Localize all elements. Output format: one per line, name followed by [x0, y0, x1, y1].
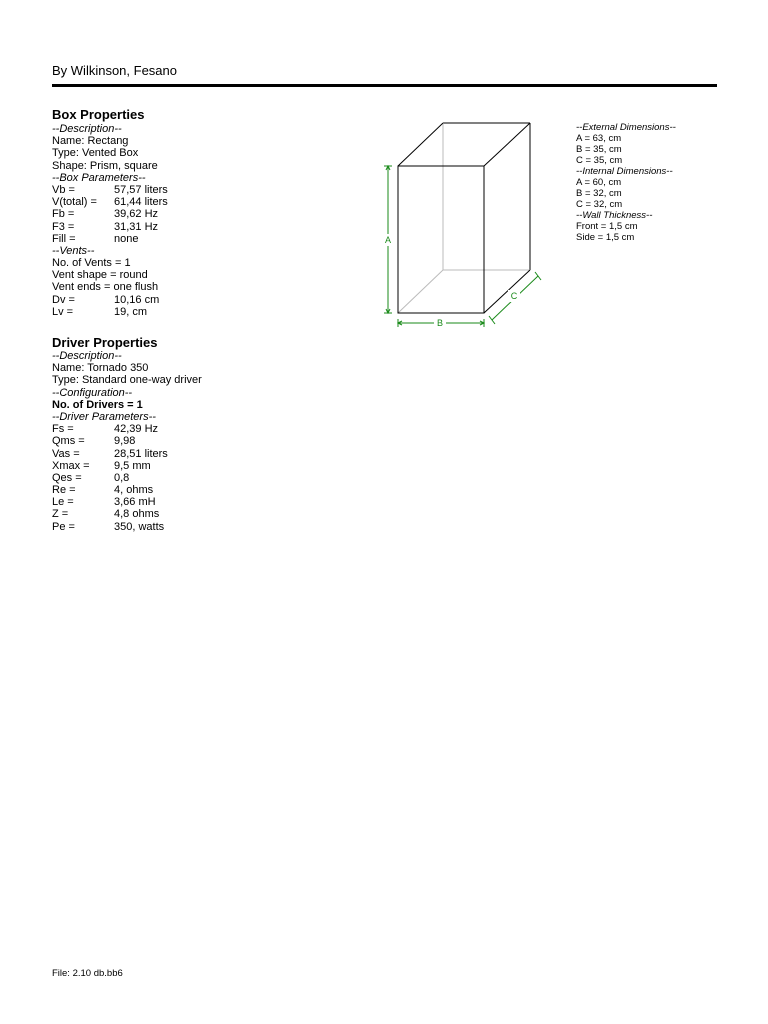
driver-properties-block: [52, 350, 202, 533]
box-shape: Shape: Prism, square: [52, 159, 158, 172]
driver-param-row: [52, 423, 202, 435]
dimension-b-label: B: [436, 318, 444, 328]
box-param-row: [52, 221, 168, 233]
box-edge-depth-bottom-right: [484, 270, 530, 313]
dimension-a-label: A: [384, 235, 392, 245]
dimensions-block: [576, 122, 676, 243]
param-value: 61,44 liters: [114, 196, 168, 209]
vents-line: No. of Vents = 1: [52, 257, 131, 270]
author-line: By Wilkinson, Fesano: [52, 63, 177, 78]
param-label: Re =: [52, 484, 76, 497]
box-param-row: [52, 233, 168, 245]
internal-dimension: A = 60, cm: [576, 177, 622, 188]
box-edge-depth-top-right: [484, 123, 530, 166]
param-value: 4, ohms: [114, 484, 154, 497]
param-label: Le =: [52, 496, 74, 509]
internal-dimension: B = 32, cm: [576, 188, 622, 199]
box-edge-depth-top-left: [398, 123, 443, 166]
driver-description-heading: --Description--: [52, 350, 122, 362]
param-label: Fill =: [52, 232, 76, 245]
box-type: Type: Vented Box: [52, 147, 139, 160]
param-value: none: [114, 232, 139, 245]
param-label: Qes =: [52, 471, 82, 484]
internal-dimension: C = 32, cm: [576, 199, 623, 210]
wall-thickness: Side = 1,5 cm: [576, 232, 635, 243]
param-label: Vb =: [52, 183, 75, 196]
driver-param-row: [52, 460, 202, 472]
dimension-c-label: C: [510, 291, 518, 301]
param-label: Xmax =: [52, 459, 90, 472]
driver-properties-title: Driver Properties: [52, 335, 158, 350]
box-edge-hidden-depth: [398, 270, 443, 313]
param-value: 350, watts: [114, 520, 165, 533]
param-value: 9,5 mm: [114, 459, 151, 472]
external-dimension: C = 35, cm: [576, 155, 623, 166]
box-properties-title: Box Properties: [52, 107, 145, 122]
param-label: F3 =: [52, 220, 75, 233]
driver-param-row: [52, 508, 202, 520]
wall-thickness-heading: --Wall Thickness--: [576, 210, 653, 221]
box-param-row: [52, 196, 168, 208]
box-front-face: [398, 166, 484, 313]
vents-heading: --Vents--: [52, 244, 95, 257]
vents-line: Vent ends = one flush: [52, 281, 159, 294]
driver-param-row: [52, 472, 202, 484]
param-value: 0,8: [114, 471, 130, 484]
param-label: Lv =: [52, 305, 74, 318]
param-value: 31,31 Hz: [114, 220, 159, 233]
driver-param-row: [52, 496, 202, 508]
param-label: Fb =: [52, 208, 75, 221]
wall-thickness: Front = 1,5 cm: [576, 221, 638, 232]
param-label: Fs =: [52, 423, 74, 436]
box-name: Name: Rectang: [52, 135, 129, 148]
file-footer: File: 2.10 db.bb6: [52, 968, 123, 979]
param-value: 39,62 Hz: [114, 208, 159, 221]
vent-param-row: [52, 306, 168, 318]
param-value: 4,8 ohms: [114, 508, 160, 521]
box-param-row: [52, 184, 168, 196]
param-value: 57,57 liters: [114, 183, 168, 196]
vent-param-row: [52, 294, 168, 306]
param-value: 19, cm: [114, 305, 148, 318]
param-value: 42,39 Hz: [114, 423, 159, 436]
box-description-heading: --Description--: [52, 123, 122, 135]
external-dimensions-heading: --External Dimensions--: [576, 122, 676, 133]
driver-param-row: [52, 521, 202, 533]
param-label: Vas =: [52, 447, 80, 460]
configuration-heading: --Configuration--: [52, 386, 133, 399]
driver-params-heading: --Driver Parameters--: [52, 410, 156, 423]
param-label: Qms =: [52, 435, 85, 448]
box-param-row: [52, 208, 168, 220]
box-diagram: [370, 110, 560, 340]
param-value: 28,51 liters: [114, 447, 168, 460]
param-value: 3,66 mH: [114, 496, 156, 509]
external-dimension: A = 63, cm: [576, 133, 622, 144]
driver-param-row: [52, 484, 202, 496]
param-value: 9,98: [114, 435, 136, 448]
param-label: V(total) =: [52, 196, 97, 209]
driver-type: Type: Standard one-way driver: [52, 374, 202, 387]
param-value: 10,16 cm: [114, 293, 160, 306]
box-params-heading: --Box Parameters--: [52, 171, 146, 184]
header-rule: [52, 84, 717, 87]
driver-param-row: [52, 448, 202, 460]
param-label: Z =: [52, 508, 69, 521]
driver-param-row: [52, 435, 202, 447]
vents-line: Vent shape = round: [52, 269, 148, 282]
param-label: Pe =: [52, 520, 75, 533]
internal-dimensions-heading: --Internal Dimensions--: [576, 166, 673, 177]
box-properties-block: [52, 123, 168, 318]
param-label: Dv =: [52, 293, 75, 306]
driver-name: Name: Tornado 350: [52, 362, 149, 375]
num-drivers: No. of Drivers = 1: [52, 398, 143, 411]
external-dimension: B = 35, cm: [576, 144, 622, 155]
